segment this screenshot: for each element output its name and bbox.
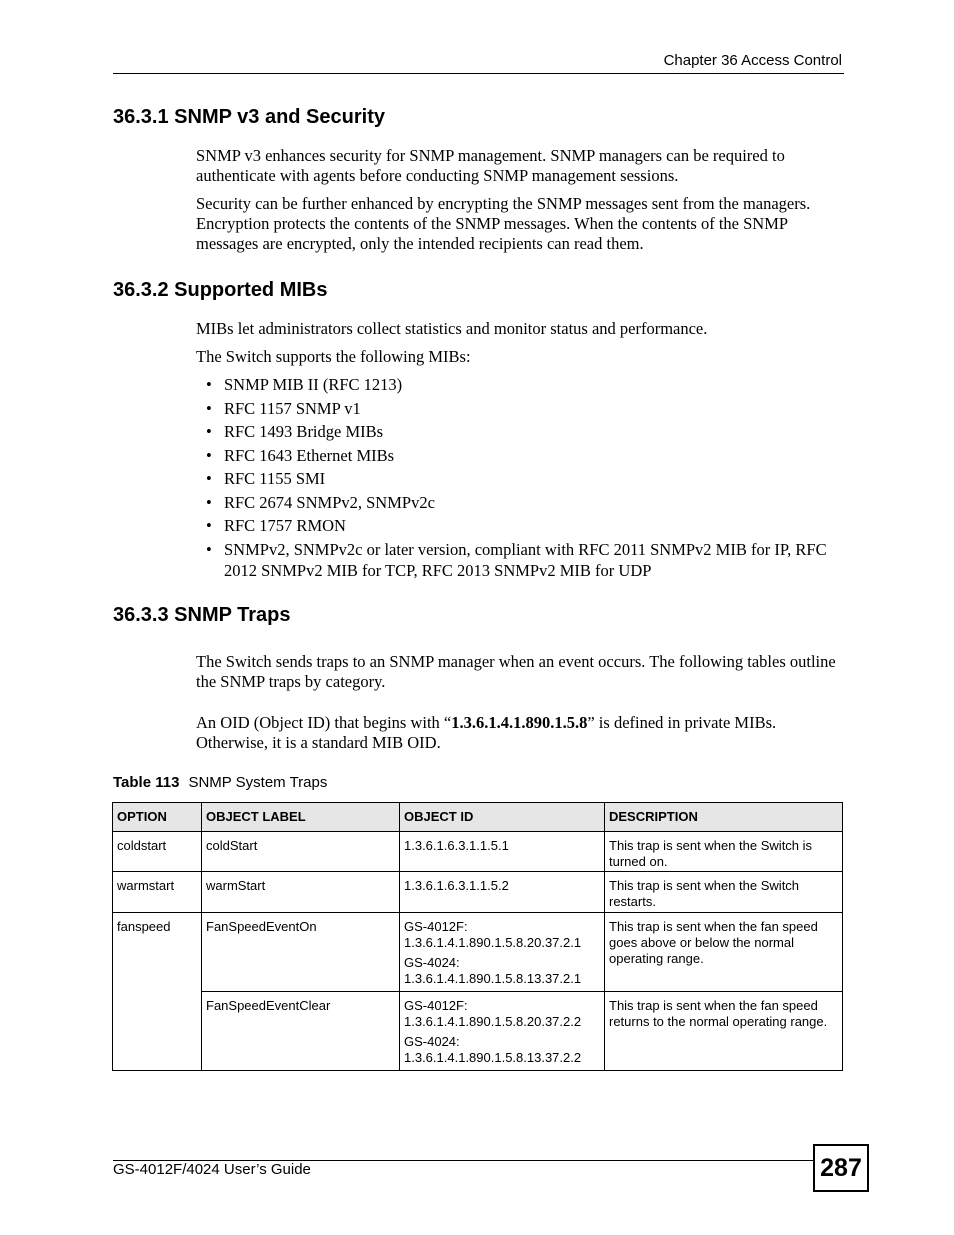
list-item: • RFC 1643 Ethernet MIBs	[206, 445, 395, 465]
paragraph: The Switch supports the following MIBs:	[196, 347, 471, 366]
list-item: • RFC 1155 SMI	[206, 469, 326, 488]
guide-title: GS-4012F/4024 User’s Guide	[113, 1161, 311, 1178]
list-item: • SNMP MIB II (RFC 1213)	[206, 375, 403, 394]
table-row	[113, 992, 843, 1071]
column-header: OPTION	[113, 803, 202, 832]
table-title: SNMP System Traps	[188, 774, 328, 791]
bullet-icon: •	[206, 375, 212, 394]
table-row	[113, 913, 843, 992]
option-cell: coldstart	[113, 832, 202, 872]
object-id-cell: GS-4012F: 1.3.6.1.4.1.890.1.5.8.20.37.2.2 GS-4024: 1.3.6.1.4.1.890.1.5.8.13.37.2.2	[400, 992, 605, 1071]
oid-note: An OID (Object ID) that begins with “1.3.6.1.4.1.890.1.5.8” is defined in private MIBs. Otherwise, it is a standard MIB OID.	[196, 713, 777, 752]
bullet-icon: •	[206, 469, 212, 488]
object-id-cell: 1.3.6.1.6.3.1.1.5.2	[400, 872, 605, 913]
paragraph: MIBs let administrators collect statistics and monitor status and performance.	[196, 319, 708, 338]
table-header-row	[113, 803, 843, 832]
table-row	[113, 832, 843, 872]
private-oid-prefix: 1.3.6.1.4.1.890.1.5.8	[451, 713, 588, 732]
object-id-cell: GS-4012F: 1.3.6.1.4.1.890.1.5.8.20.37.2.1 GS-4024: 1.3.6.1.4.1.890.1.5.8.13.37.2.1	[400, 913, 605, 992]
paragraph: SNMP v3 enhances security for SNMP management. SNMP managers can be required to authenticate with agents before conducting SNMP management sessions.	[196, 146, 785, 185]
bullet-icon: •	[206, 398, 212, 418]
list-item: • RFC 1757 RMON	[206, 516, 346, 535]
object-label-cell: FanSpeedEventClear	[202, 992, 400, 1071]
column-header: OBJECT LABEL	[202, 803, 400, 832]
table-row	[113, 872, 843, 913]
bullet-icon: •	[206, 539, 212, 559]
description-cell: This trap is sent when the Switch restarts.	[605, 872, 843, 913]
object-label-cell: FanSpeedEventOn	[202, 913, 400, 992]
object-label-cell: warmStart	[202, 872, 400, 913]
paragraph: Security can be further enhanced by encrypting the SNMP messages sent from the managers. Encryption protects the contents of the SNMP messages. When the contents of the SNMP messages are encrypted, only the intended recipients can read them.	[196, 194, 811, 253]
mib-list	[196, 374, 841, 583]
list-item: • RFC 2674 SNMPv2, SNMPv2c	[206, 492, 435, 512]
snmp-system-traps-table	[112, 802, 843, 1071]
section-heading-snmpv3: 36.3.1 SNMP v3 and Security	[113, 106, 385, 128]
description-cell: This trap is sent when the fan speed goes above or below the normal operating range.	[605, 913, 843, 992]
section-heading-supported-mibs: 36.3.2 Supported MIBs	[113, 279, 328, 301]
bullet-icon: •	[206, 445, 212, 465]
list-item: • RFC 1493 Bridge MIBs	[206, 422, 384, 441]
table-number: Table 113	[113, 774, 180, 791]
option-cell: fanspeed	[113, 913, 202, 1071]
list-item: • SNMPv2, SNMPv2c or later version, compliant with RFC 2011 SNMPv2 MIB for IP, RFC 2012 SNMPv2 MIB for TCP, RFC 2013 SNMPv2 MIB for UDP	[206, 539, 827, 580]
description-cell: This trap is sent when the Switch is turned on.	[605, 832, 843, 872]
page-number: 287	[813, 1144, 869, 1192]
bullet-icon: •	[206, 516, 212, 535]
table-caption	[113, 774, 327, 791]
bullet-icon: •	[206, 422, 212, 441]
list-item: • RFC 1157 SNMP v1	[206, 398, 361, 418]
paragraph: The Switch sends traps to an SNMP manager when an event occurs. The following tables outline the SNMP traps by category.	[196, 652, 836, 691]
object-id-cell: 1.3.6.1.6.3.1.1.5.1	[400, 832, 605, 872]
option-cell: warmstart	[113, 872, 202, 913]
bullet-icon: •	[206, 492, 212, 512]
chapter-title: Chapter 36 Access Control	[663, 52, 842, 69]
object-label-cell: coldStart	[202, 832, 400, 872]
section-heading-snmp-traps: 36.3.3 SNMP Traps	[113, 604, 291, 626]
description-cell: This trap is sent when the fan speed returns to the normal operating range.	[605, 992, 843, 1071]
column-header: OBJECT ID	[400, 803, 605, 832]
column-header: DESCRIPTION	[605, 803, 843, 832]
header-rule	[113, 73, 844, 74]
